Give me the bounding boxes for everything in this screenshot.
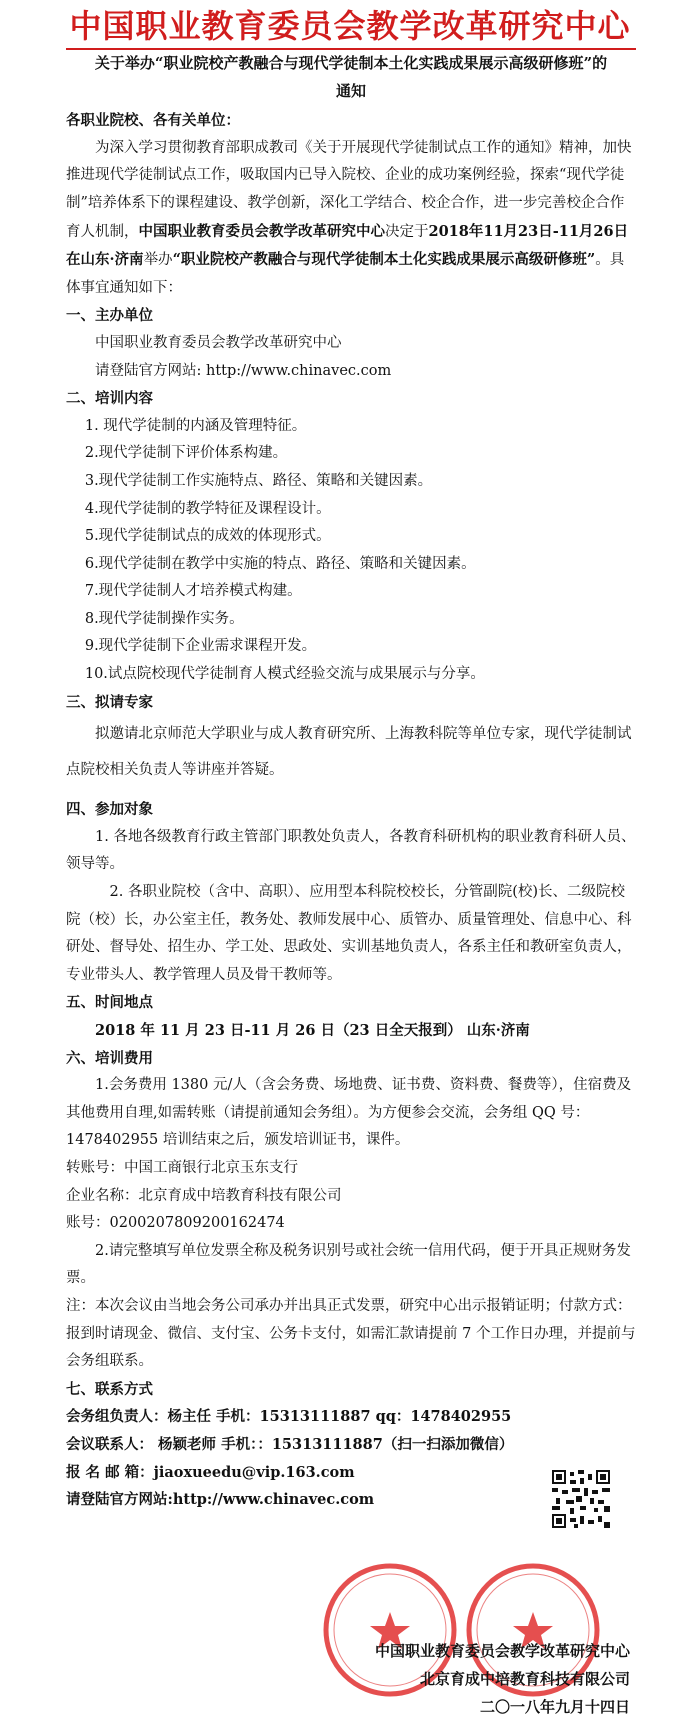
list-item: 5.现代学徒制试点的成效的体现形式。	[84, 528, 331, 545]
participants-1: 1. 各地各级教育行政主管部门职教处负责人，各教育科研机构的职业教育科研人员、领导等。	[66, 828, 636, 873]
section-5-title: 五、时间地点	[66, 994, 153, 1012]
list-item: 4.现代学徒制的教学特征及课程设计。	[84, 500, 331, 517]
section-6-title: 六、培训费用	[66, 1049, 153, 1067]
list-item: 8.现代学徒制操作实务。	[84, 610, 244, 627]
signature-org2: 北京育成中培教育科技有限公司	[419, 1670, 630, 1688]
company-name: 企业名称：北京育成中培教育科技有限公司	[66, 1187, 342, 1204]
doc-title-line1: 关于举办“职业院校产教融合与现代学徒制本土化实践成果展示高级研修班”的	[94, 54, 608, 72]
section-4-title: 四、参加对象	[66, 801, 153, 819]
section-3-title: 三、拟请专家	[66, 693, 153, 711]
list-item: 2.现代学徒制下评价体系构建。	[84, 445, 288, 462]
participants-2: 2. 各职业院校（含中、高职）、应用型本科院校校长，分管副院(校)长、二级院校院（校）长，办公室主任，教务处、教师发展中心、质管办、质量管理处、信息中心、科研处、督导处、招生办、学工处、思政处、实训基地负责人，各系主任和教研室负责人，专业带头人、教学管理人员及骨干教师等。	[66, 884, 632, 983]
section-2-title: 二、培训内容	[66, 390, 153, 408]
time-place: 2018 年 11 月 23 日-11 月 26 日（23 日全天报到） 山东·济南	[95, 1022, 530, 1039]
contact-email: 报 名 邮 箱：jiaoxueedu@vip.163.com	[66, 1463, 355, 1481]
invoice-note: 2.请完整填写单位发票全称及税务识别号或社会统一信用代码，便于开具正规财务发票。	[66, 1242, 631, 1287]
salutation: 各职业院校、各有关单位：	[66, 112, 240, 130]
signature-org1: 中国职业教育委员会教学改革研究中心	[374, 1642, 630, 1660]
doc-title-line2: 通知	[335, 81, 366, 100]
contact-website: 请登陆官方网站:http://www.chinavec.com	[66, 1491, 375, 1509]
fee-paragraph: 1.会务费用 1380 元/人（含会务费、场地费、证书费、资料费、餐费等），住宿费及其他费用自理,如需转账（请提前通知会务组）。为方便参会交流，会务组 QQ 号：1478402955 培训结束之后，颁发培训证书，课件。	[66, 1077, 632, 1149]
bank-account: 转账号：中国工商银行北京玉东支行	[66, 1159, 298, 1176]
contact-2: 会议联系人： 杨颖老师 手机：：15313111887（扫一扫添加微信）	[66, 1435, 514, 1453]
section-1-title: 一、主办单位	[66, 307, 153, 325]
host-org: 中国职业教育委员会教学改革研究中心	[95, 334, 342, 351]
list-item: 1. 现代学徒制的内涵及管理特征。	[84, 417, 307, 434]
document-body	[66, 50, 636, 1514]
list-item: 9.现代学徒制下企业需求课程开发。	[84, 638, 317, 655]
host-website: 请登陆官方网站: http://www.chinavec.com	[95, 362, 392, 379]
training-list	[66, 413, 636, 689]
experts-text: 拟邀请北京师范大学职业与成人教育研究所、上海教科院等单位专家，现代学徒制试点院校相关负责人等讲座并答疑。	[66, 726, 632, 779]
list-item: 7.现代学徒制人才培养模式构建。	[84, 583, 302, 600]
org-title: 中国职业教育委员会教学改革研究中心	[69, 7, 631, 45]
list-item: 6.现代学徒制在教学中实施的特点、路径、策略和关键因素。	[84, 555, 476, 572]
letterhead	[0, 6, 700, 46]
account-number: 账号：0200207809200162474	[66, 1215, 285, 1232]
list-item: 3.现代学徒制工作实施特点、路径、策略和关键因素。	[84, 472, 433, 489]
list-item: 10.试点院校现代学徒制育人模式经验交流与成果展示与分享。	[84, 666, 485, 683]
intro-paragraph: 为深入学习贯彻教育部职成教司《关于开展现代学徒制试点工作的通知》精神，加快推进现代学徒制试点工作，吸取国内已导入院校、企业的成功案例经验，探索“现代学徒制”培养体系下的课程建设、教学创新，深化工学结合、校企合作，进一步完善校企合作育人机制，中国职业教育委员会教学改革研究中心决定于2018年11月23日-11月26日在山东·济南举办“职业院校产教融合与现代学徒制本土化实践成果展示高级研修班”。具体事宜通知如下：	[66, 139, 632, 296]
signature-date: 二〇一八年九月十四日	[479, 1698, 630, 1716]
section-7-title: 七、联系方式	[66, 1380, 153, 1398]
payment-note: 注：本次会议由当地会务公司承办并出具正式发票，研究中心出示报销证明；付款方式：报到时请现金、微信、支付宝、公务卡支付，如需汇款请提前 7 个工作日办理，并提前与会务组联系。	[66, 1297, 636, 1370]
contact-1: 会务组负责人：杨主任 手机：15313111887 qq：1478402955	[66, 1408, 512, 1426]
qr-code-icon	[552, 1470, 610, 1528]
